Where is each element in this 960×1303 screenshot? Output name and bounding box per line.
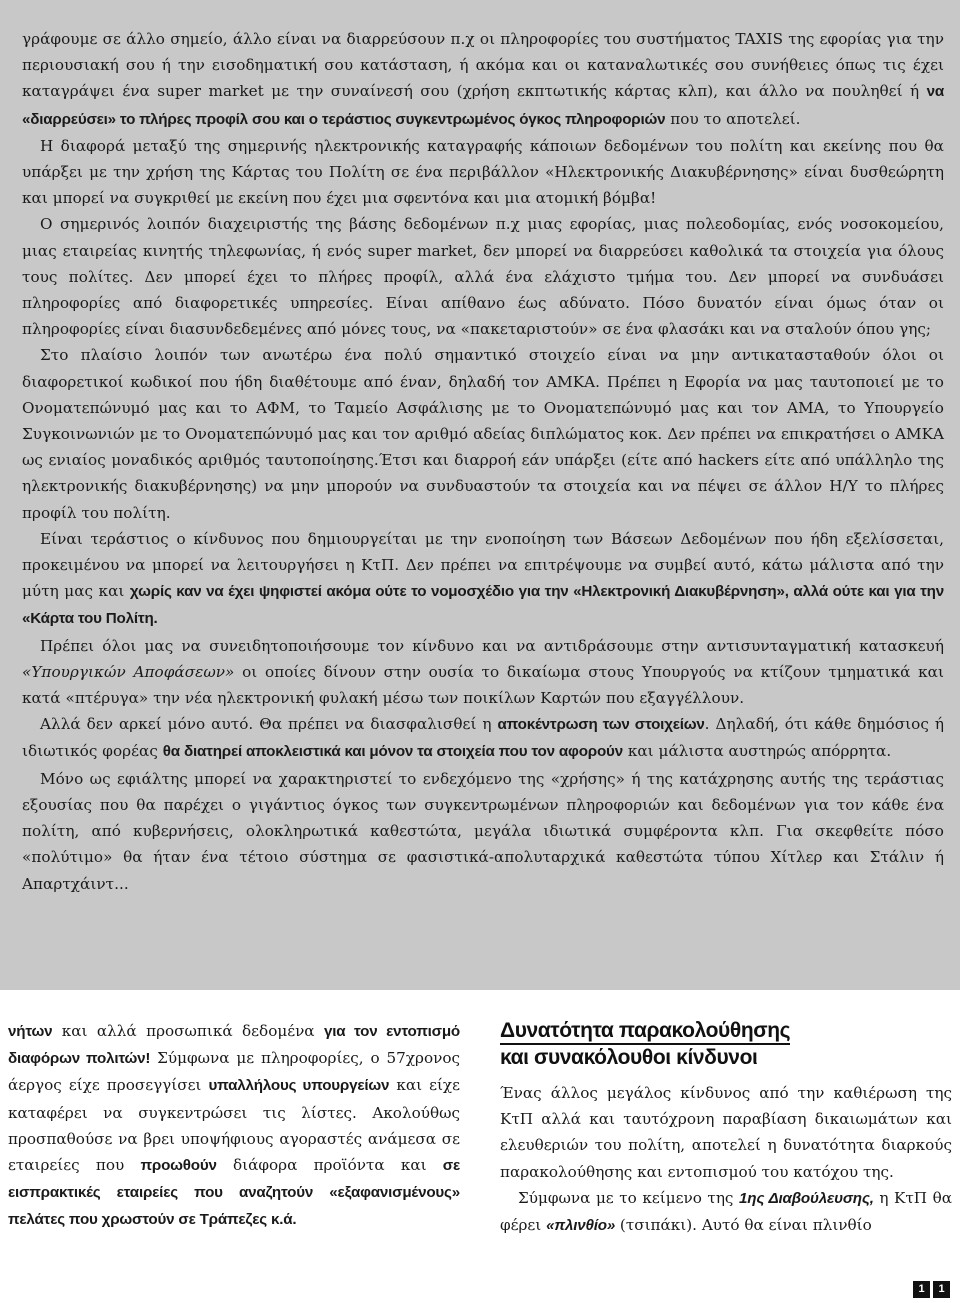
page-number: [913, 1281, 950, 1298]
emphasized-text: «πλινθίο»: [546, 1217, 616, 1235]
paragraph: [22, 633, 944, 712]
emphasized-text: «Υπουργικών Αποφάσεων»: [22, 662, 235, 681]
paragraph: [22, 526, 944, 633]
emphasized-text: νήτων: [8, 1023, 53, 1040]
text-run: γράφουμε σε άλλο σημείο, άλλο είναι να διαρρεύσουν π.χ οι πληροφορίες του συστήματος TAXIS της εφορίας για την περιουσιακή σου ή την εισοδηματική σου κατάσταση, ή ακόμα και οι καταναλωτικές σου συνήθειες όπως τις έχει καταγράψει ένα super market με την συναίνεσή σου (χρήση εκπτωτικής κάρτας κλπ), και άλλο να πουληθεί ή: [22, 30, 944, 101]
text-run: . Δηλαδή, ότι κάθε δημόσιος ή ιδιωτικός φορέας: [22, 715, 945, 761]
text-run: Είναι τεράστιος ο κίνδυνος που δημιουργείται με την ενοποίηση των Βάσεων Δεδομένων που ήδη εξελίσσεται, προκειμένου να μπορεί να λειτουργήσει η ΚτΠ. Δεν πρέπει να επιτρέψουμε να συμβεί αυτό, κάτω μάλιστα από την μύτη μας και: [22, 529, 944, 601]
emphasized-text: αποκέντρωση των στοιχείων: [497, 716, 705, 734]
text-run: οι οποίες δίνουν στην ουσία το δικαίωμα στους Υπουργούς να κτίζουν τμηματικά και κατά «πτέρυγα» την νέα ηλεκτρονική φυλακή μέσω των ποικίλων Καρτών που εξαγγέλλουν.: [22, 662, 944, 708]
paragraph: [22, 711, 944, 765]
text-run: Η διαφορά μεταξύ της σημερινής ηλεκτρονικής καταγραφής κάποιων δεδομένων του πολίτη και εκείνης που θα υπάρξει με την χρήση της Κάρτας του Πολίτη σε ένα περιβάλλον «Ηλεκτρονικής Διακυβέρνησης» είναι δυσθεώρητη και μπορεί να συγκριθεί με εκείνη που έχει μια σφεντόνα και μια ατομική βόμβα!: [22, 136, 944, 208]
paragraph: [500, 1080, 952, 1185]
text-run: Αλλά δεν αρκεί μόνο αυτό. Θα πρέπει να διασφαλισθεί η: [40, 715, 498, 734]
left-column-body: [8, 1018, 460, 1234]
paragraph: [22, 211, 944, 342]
emphasized-text: για τον εντοπισμό διαφόρων πολιτών!: [8, 1023, 460, 1068]
text-run: που το αποτελεί.: [665, 109, 801, 128]
text-run: διάφορα προϊόντα και: [216, 1156, 443, 1175]
emphasized-text: 1ης Διαβούλευσης,: [739, 1189, 874, 1207]
text-run: (τσιπάκι). Αυτό θα είναι πλινθίο: [615, 1216, 872, 1235]
text-run: Στο πλαίσιο λοιπόν των ανωτέρω ένα πολύ σημαντικό στοιχείο είναι να μην αντικατασταθούν όλοι οι διαφορετικοί κωδικοί που ήδη διαθέτουμε από έναν, δηλαδή τον ΑΜΚΑ. Πρέπει η Εφορία να μας ταυτοποιεί με το Ονοματεπώνυμό μας και το ΑΦΜ, το Ταμείο Ασφάλισης με το Ονοματεπώνυμό μας και τον ΑΜΑ, το Υπουργείο Συγκοινωνιών με το Ονοματεπώνυμό μας και τον αριθμό αδείας διπλώματος κοκ. Δεν πρέπει να επικρατήσει ο ΑΜΚΑ ως ενιαίος μοναδικός αριθμός ταυτοποίησης.Έτσι και διαρροή εάν υπάρξει (είτε από hackers είτε από υπάλληλο της ηλεκτρονικής διακυβέρνησης) να μην μπορούν να συνδυαστούν τα στοιχεία και να πέψει σε άλλον Η/Υ το πλήρες προφίλ του πολίτη.: [22, 346, 944, 522]
text-run: και αλλά προσωπικά δεδομένα: [52, 1022, 324, 1040]
left-column: [8, 1018, 460, 1234]
text-run: η ΚτΠ θα φέρει: [500, 1188, 952, 1235]
text-run: Σύμφωνα με το κείμενο της: [518, 1188, 740, 1207]
text-run: Σύμφωνα με πληροφορίες, ο 57χρονος άεργος είχε προσεγγίσει: [8, 1049, 460, 1095]
paragraph: [22, 133, 944, 212]
paragraph: [500, 1185, 952, 1239]
page-digit: 1: [913, 1281, 930, 1298]
paragraph: [8, 1018, 460, 1234]
paragraph: [22, 342, 944, 525]
right-column: [500, 1018, 952, 1239]
heading-line-1: Δυνατότητα παρακολούθησης: [500, 1018, 790, 1045]
section-heading: [500, 1018, 952, 1070]
emphasized-text: να «διαρρεύσει» το πλήρες προφίλ σου και ο τεράστιος συγκεντρωμένος όγκος πληροφοριών: [22, 83, 944, 128]
box-body: [22, 26, 944, 897]
text-run: Ένας άλλος μεγάλος κίνδυνος από την καθιέρωση της ΚτΠ αλλά και ταυτόχρονη παραβίαση δικαιωμάτων και ελευθεριών του πολίτη, αποτελεί η δυνατότητα διαρκούς παρακολούθησης και εντοπισμού του κατόχου της.: [500, 1084, 952, 1181]
text-run: Πρέπει όλοι μας να συνειδητοποιήσουμε τον κίνδυνο και να αντιδράσουμε στην αντισυνταγματική κατασκευή: [40, 636, 944, 655]
emphasized-text: σε εισπρακτικές εταιρείες που αναζητούν «εξαφανισμένους» πελάτες που χρωστούν σε Τράπεζες κ.ά.: [8, 1157, 460, 1229]
emphasized-text: θα διατηρεί αποκλειστικά και μόνον τα στοιχεία που τον αφορούν: [162, 743, 623, 761]
page-digit: 1: [933, 1281, 950, 1298]
emphasized-text: προωθούν: [140, 1157, 217, 1175]
text-run: και μάλιστα αυστηρώς απόρρητα.: [622, 742, 892, 761]
text-run: και είχε καταφέρει να συγκεντρώσει τις λίστες. Ακολούθως προσπαθούσε να βρει υποψήφιους αγοραστές ανάμεσα σε εταιρείες που: [8, 1076, 460, 1175]
text-run: Ο σημερινός λοιπόν διαχειριστής της βάσης δεδομένων π.χ μιας εφορίας, μιας πολεοδομίας, ενός νοσοκομείου, μιας εταιρείας κινητής τηλεφωνίας, ή ενός super market, δεν μπορεί να διαρρεύσει καθολικά τα στοιχεία για όλους τους πολίτες. Δεν μπορεί έχει το πλήρες προφίλ, αλλά ένα ελάχιστο τμήμα του. Δεν μπορεί να συνδυάσει πληροφορίες από διαφορετικές υπηρεσίες. Είναι απίθανο έως αδύνατο. Πόσο δυνατόν είναι όμως όταν οι πληροφορίες είναι διασυνδεδεμένες από μόνες τους, να «πακεταριστούν» σε ένα φλασάκι και να σταλούν όπου γης;: [22, 215, 944, 339]
right-column-body: [500, 1080, 952, 1239]
paragraph: [22, 766, 944, 897]
emphasized-text: υπαλλήλους υπουργείων: [208, 1077, 390, 1095]
heading-line-2: και συνακόλουθοι κίνδυνοι: [500, 1046, 758, 1069]
paragraph: [22, 26, 944, 133]
text-run: Μόνο ως εφιάλτης μπορεί να χαρακτηριστεί το ενδεχόμενο της «χρήσης» ή της κατάχρησης αυτής της τεράστιας εξουσίας που θα παρέχει ο γιγάντιος όγκος των συγκεντρωμένων πληροφοριών και δεδομένων για τον κάθε ένα πολίτη, από κυβερνήσεις, ολοκληρωτικά καθεστώτα, μεγάλα ιδιωτικά συμφέροντα κλπ. Για σκεφθείτε πόσο «πολύτιμο» θα ήταν ένα τέτοιο σύστημα σε φασιστικά-απολυταρχικά καθεστώτα τύπου Χίτλερ και Στάλιν ή Απαρτχάιντ...: [22, 769, 944, 893]
emphasized-text: χωρίς καν να έχει ψηφιστεί ακόμα ούτε το νομοσχέδιο για την «Ηλεκτρονική Διακυβέρνηση», αλλά ούτε και για την «Κάρτα του Πολίτη.: [22, 583, 945, 628]
